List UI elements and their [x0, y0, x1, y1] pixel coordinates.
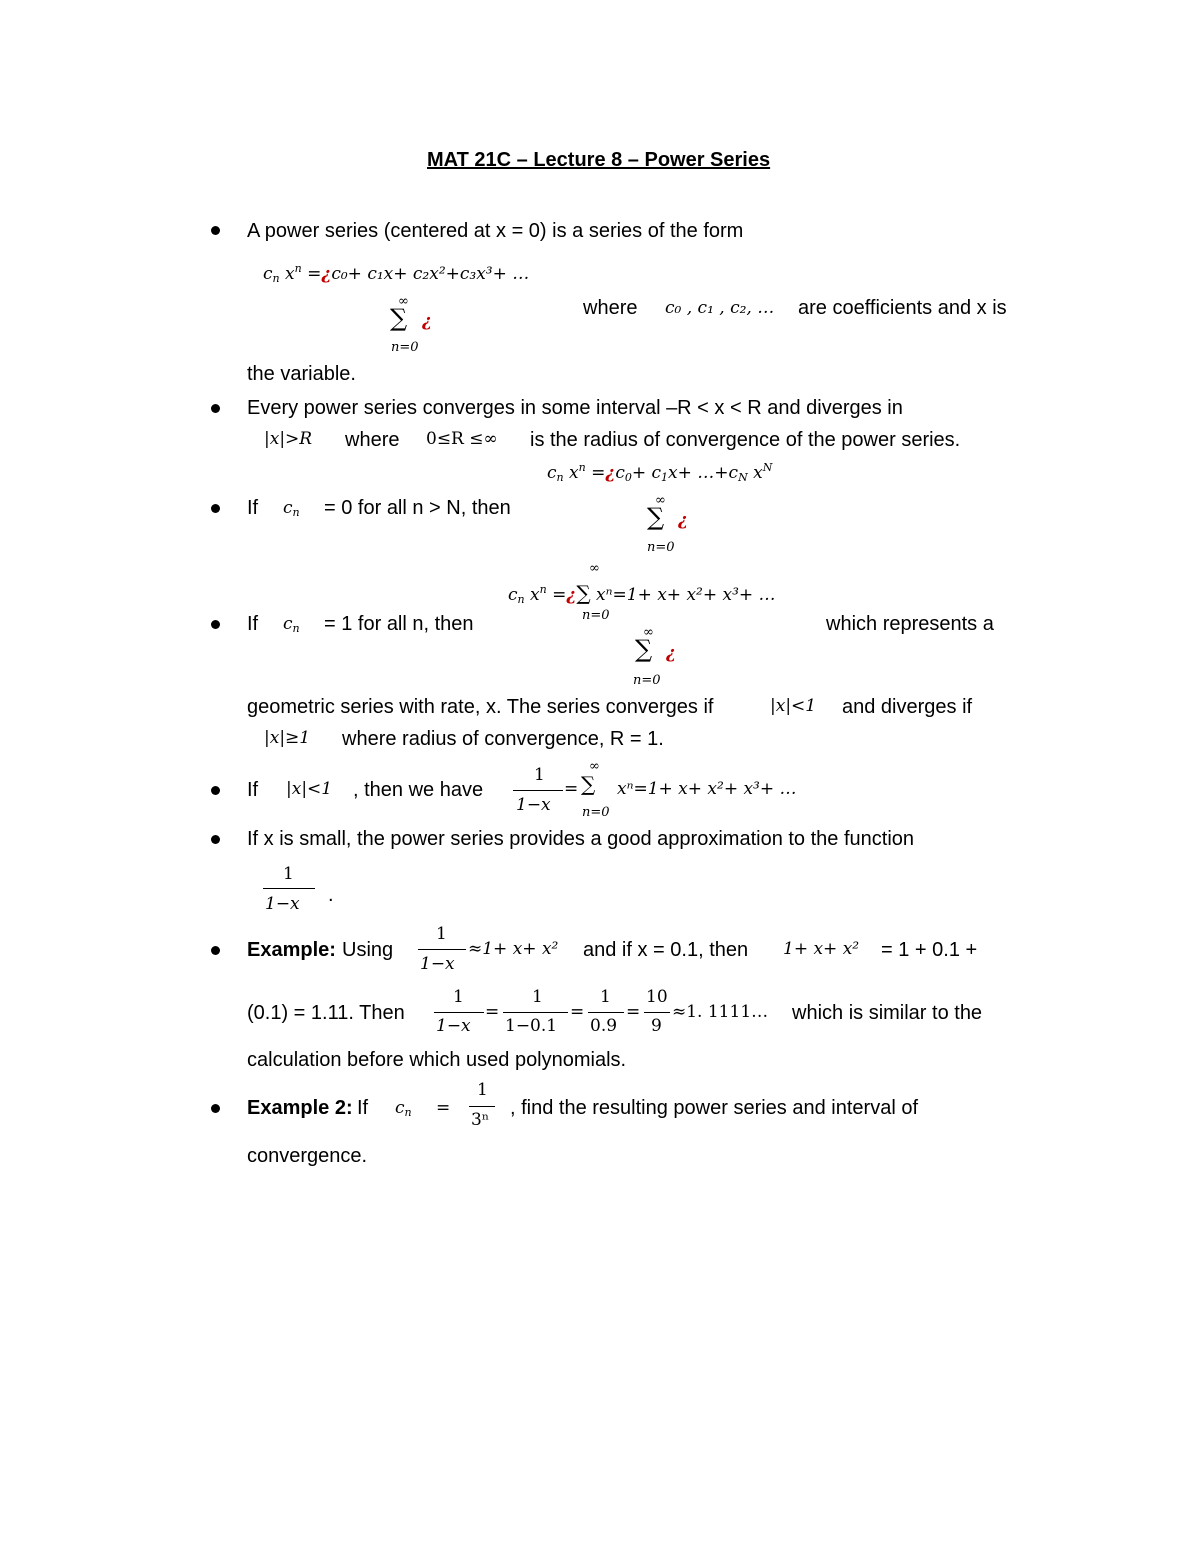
b4-sum-symbol: ∑ — [635, 635, 653, 663]
b4-inline-sum-lower: n=0 — [582, 608, 610, 623]
bullet-icon — [211, 620, 220, 629]
b4-if: If — [247, 613, 259, 635]
b1-coeffs-text: are coefficients and x is — [798, 297, 1007, 319]
b7-similar: which is similar to the — [792, 1002, 983, 1024]
b1-text: A power series (centered at x = 0) is a series of the form — [247, 220, 744, 242]
b4-eq-rhs: xⁿ=1+ x+ x²+ x³+ … — [596, 585, 776, 605]
b1-sum-upper: ∞ — [398, 294, 409, 309]
b7-frac-den: 1−x — [420, 954, 455, 974]
b7-f2-num: 1 — [532, 987, 543, 1007]
b4-inline-sum: ∑ — [576, 581, 591, 605]
b7-f4-bar — [644, 1012, 670, 1013]
b7-eq2: = — [570, 1002, 585, 1022]
b4-err-symbol: ¿ — [566, 585, 577, 605]
b7-cont: (0.1) = 1.11. Then — [247, 1002, 405, 1024]
b7-eq1: = — [485, 1002, 500, 1022]
bullet-icon — [211, 1104, 220, 1113]
b3-text: = 0 for all n > N, then — [324, 497, 511, 519]
b1-coefficients: c₀ , c₁ , c₂, … — [665, 298, 775, 318]
b1-sum-lower: n=0 — [391, 340, 419, 355]
b2-text: Every power series converges in some interval –R < x < R and diverges in — [247, 397, 903, 419]
b3-sum-err: ¿ — [678, 510, 688, 530]
b1-eq-rhs: c₀+ c₁x+ c₂x²+c₃x³+ … — [331, 264, 530, 284]
b8-if: If — [357, 1097, 369, 1119]
b7-label: Example: — [247, 939, 336, 961]
b6-frac-bar — [263, 888, 315, 889]
b3-cn-symbol: $c_n$ — [283, 498, 300, 519]
bullet-icon — [211, 786, 220, 795]
b8-label: Example 2: — [247, 1097, 353, 1119]
b7-eq3: = — [626, 1002, 641, 1022]
b3-sum-symbol: ∑ — [647, 503, 665, 531]
b7-f1-den: 1−x — [436, 1016, 471, 1036]
b5-sum-lower: n=0 — [582, 805, 610, 820]
b4-represents: which represents a — [826, 613, 994, 635]
b4-cont2: where radius of convergence, R = 1. — [342, 728, 664, 750]
b1-equation — [263, 262, 530, 285]
b1-sum-err: ¿ — [422, 311, 432, 331]
b7-approx-val: ≈1. 1111… — [672, 1002, 769, 1022]
b7-f4-den: 9 — [651, 1016, 662, 1036]
b6-frac-den: 1−x — [265, 894, 300, 914]
b7-text: and if x = 0.1, then — [583, 939, 749, 961]
b3-eq-rhs: $c_0+ c_1x+$ $\dots+c_N$ $x^N$ — [615, 461, 773, 484]
b6-text: If x is small, the power series provides a good approximation to the function — [247, 828, 915, 850]
bullet-icon — [211, 226, 220, 235]
b3-cn: $c_n$ $x^n$ = — [547, 461, 606, 484]
b4-sum-err: ¿ — [666, 643, 676, 663]
b1-continuation: the variable. — [247, 363, 356, 385]
b4-text: = 1 for all n, then — [324, 613, 474, 635]
b7-frac-num: 1 — [436, 924, 447, 944]
b7-f1-bar — [434, 1012, 484, 1013]
b4-sum-upper: ∞ — [643, 625, 654, 640]
b5-text: , then we have — [353, 779, 484, 801]
b5-if: If — [247, 779, 259, 801]
b7-frac-bar — [418, 949, 466, 950]
b7-f2-bar — [503, 1012, 568, 1013]
b4-inline-sum-upper: ∞ — [589, 561, 600, 576]
b2-text2: is the radius of convergence of the power series. — [530, 429, 961, 451]
b5-frac-den: 1−x — [516, 795, 551, 815]
b4-cont1a: geometric series with rate, x. The series converges if — [247, 696, 714, 718]
b5-eq-rhs: xⁿ=1+ x+ x²+ x³+ … — [617, 779, 797, 799]
b7-using: Using — [342, 939, 394, 961]
bullet-icon — [211, 504, 220, 513]
b7-f3-num: 1 — [600, 987, 611, 1007]
b8-cn-symbol: $c_n$ — [395, 1098, 412, 1119]
b5-equals: = — [564, 779, 579, 799]
b5-frac-bar — [513, 790, 563, 791]
b3-if: If — [247, 497, 259, 519]
b7-approx: ≈1+ x+ x² — [468, 939, 559, 959]
b1-err-symbol: ¿ — [321, 264, 332, 284]
b4-cn-symbol: $c_n$ — [283, 614, 300, 635]
b4-sum-lower: n=0 — [633, 673, 661, 688]
b7-poly: 1+ x+ x² — [783, 939, 860, 959]
b8-frac-bar — [469, 1106, 495, 1107]
b3-equation — [547, 461, 773, 484]
page-title: MAT 21C – Lecture 8 – Power Series — [427, 149, 771, 171]
b5-condition: |x|<1 — [286, 779, 333, 799]
b5-frac-num: 1 — [534, 765, 545, 785]
b4-cont1b: and diverges if — [842, 696, 973, 718]
b6-frac-num: 1 — [283, 864, 294, 884]
b7-f1-num: 1 — [453, 987, 464, 1007]
b4-condition2: |x|≥1 — [264, 728, 311, 748]
b7-cont2: calculation before which used polynomials. — [247, 1049, 627, 1071]
b6-period: . — [328, 884, 334, 906]
b8-cont: convergence. — [247, 1145, 368, 1167]
b7-f2-den: 1−0.1 — [505, 1016, 558, 1036]
b7-f3-bar — [588, 1012, 624, 1013]
b1-sum-symbol: ∑ — [390, 304, 408, 332]
bullet-icon — [211, 946, 220, 955]
b4-equation — [508, 583, 776, 604]
b1-where: where — [583, 297, 638, 319]
b7-f3-den: 0.9 — [590, 1016, 618, 1036]
b4-cn: $c_n$ $x^n$ = — [508, 583, 567, 606]
b2-range: 0≤R ≤∞ — [426, 429, 498, 449]
b8-frac-den: 3ⁿ — [471, 1110, 490, 1130]
b8-frac-num: 1 — [477, 1080, 488, 1100]
b5-sum-symbol: ∑ — [581, 772, 596, 796]
b2-condition: |x|>R — [264, 429, 313, 449]
b3-sum-upper: ∞ — [655, 493, 666, 508]
b4-condition1: |x|<1 — [770, 696, 817, 716]
b7-result: = 1 + 0.1 + — [881, 939, 978, 961]
b3-err-symbol: ¿ — [605, 463, 616, 483]
b8-text: , find the resulting power series and interval of — [510, 1097, 918, 1119]
b2-where: where — [345, 429, 400, 451]
b8-equals: = — [436, 1098, 451, 1118]
b7-f4-num: 10 — [646, 987, 668, 1007]
bullet-icon — [211, 404, 220, 413]
bullet-icon — [211, 835, 220, 844]
b5-sum-upper: ∞ — [589, 759, 600, 774]
b3-sum-lower: n=0 — [647, 540, 675, 555]
b1-cn: $c_n$ $x^n$ = — [263, 262, 322, 285]
